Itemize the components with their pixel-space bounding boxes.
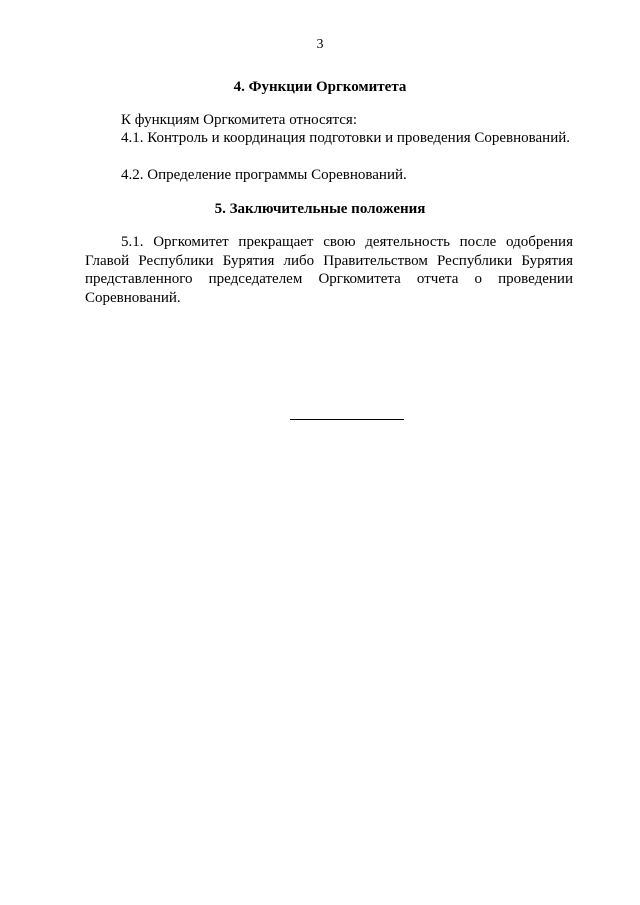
item-4-1: 4.1. Контроль и координация подготовки и проведения Соревнований. (121, 130, 571, 146)
section-4-intro: К функциям Оргкомитета относятся: (121, 112, 357, 128)
section-5-heading: 5. Заключительные положения (214, 201, 426, 217)
item-4-2: 4.2. Определение программы Соревнований. (121, 167, 407, 183)
closing-divider-line (290, 419, 404, 420)
item-5-1: 5.1. Оргкомитет прекращает свою деятельность после одобрения Главой Республики Бурятия либо Правительством Республики Бурятия представленного председателем Оргкомитета отчета о проведении Соревнований. (85, 234, 573, 306)
page-number: 3 (316, 37, 324, 52)
section-4-heading: 4. Функции Оргкомитета (233, 79, 407, 95)
